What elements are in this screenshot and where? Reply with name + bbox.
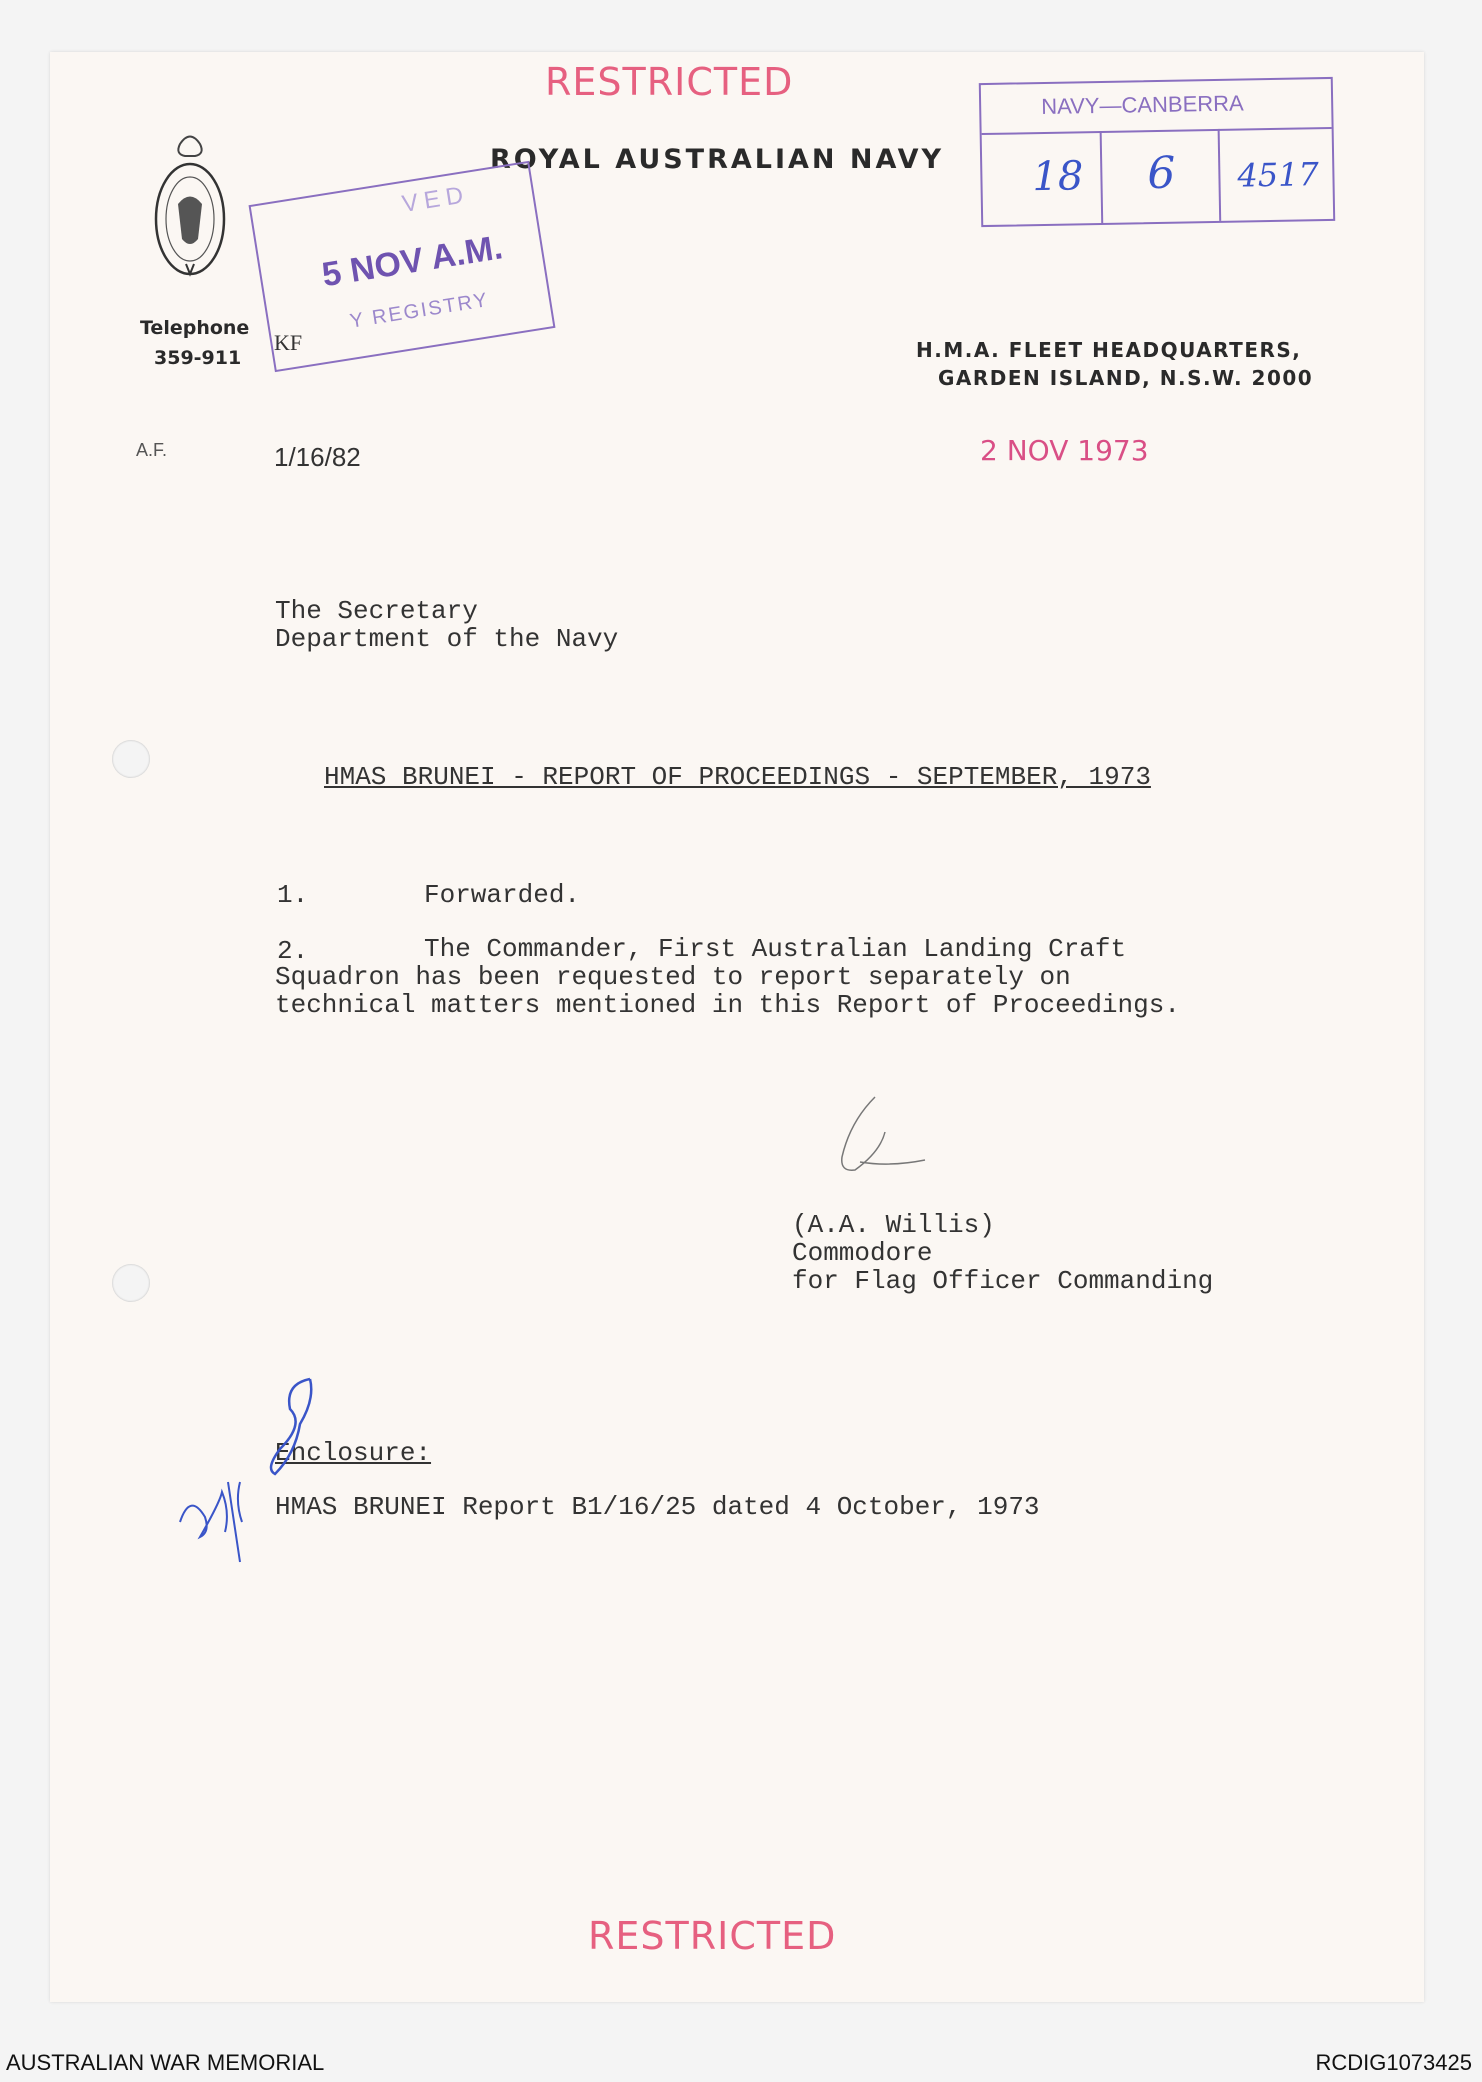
punch-hole bbox=[112, 1264, 150, 1302]
typist-initials: KF bbox=[274, 330, 303, 355]
address-line-1: H.M.A. FLEET HEADQUARTERS, bbox=[916, 338, 1302, 362]
navy-crest-icon bbox=[150, 124, 230, 294]
footer-source: AUSTRALIAN WAR MEMORIAL bbox=[6, 2050, 325, 2075]
enclosure-item: HMAS BRUNEI Report B1/16/25 dated 4 October, 1973 bbox=[275, 1492, 1040, 1522]
address-line-2: GARDEN ISLAND, N.S.W. 2000 bbox=[938, 366, 1314, 390]
ink-annotation bbox=[250, 1374, 340, 1484]
file-prefix: A.F. bbox=[136, 440, 168, 460]
signatory-rank: Commodore bbox=[792, 1238, 933, 1268]
registry-stamp bbox=[979, 77, 1335, 227]
para-2-line-3: technical matters mentioned in this Report of Proceedings. bbox=[275, 990, 1180, 1020]
organisation-name: ROYAL AUSTRALIAN NAVY bbox=[490, 144, 945, 175]
file-reference: 1/16/82 bbox=[274, 442, 361, 472]
received-stamp-top: VED bbox=[400, 180, 471, 219]
cell-divider bbox=[1100, 131, 1104, 223]
telephone-number: 359-911 bbox=[154, 347, 242, 369]
classification-top: RESTRICTED bbox=[545, 60, 794, 104]
date-stamp: 2 NOV 1973 bbox=[980, 434, 1149, 467]
enclosure-label: Enclosure: bbox=[275, 1438, 432, 1468]
classification-bottom: RESTRICTED bbox=[588, 1914, 837, 1958]
signatory-name: (A.A. Willis) bbox=[792, 1210, 995, 1240]
footer-id: RCDIG1073425 bbox=[1315, 2050, 1472, 2075]
telephone-label: Telephone bbox=[140, 317, 250, 339]
para-2-line-1: The Commander, First Australian Landing Craft bbox=[424, 934, 1127, 964]
punch-hole bbox=[112, 740, 150, 778]
received-stamp-date: 5 NOV A.M. bbox=[319, 228, 506, 295]
subject-heading: HMAS BRUNEI - REPORT OF PROCEEDINGS - SEPTEMBER, 1973 bbox=[324, 762, 1151, 792]
registry-stamp-title: NAVY—CANBERRA bbox=[1040, 90, 1244, 120]
para-2-number: 2. bbox=[277, 936, 309, 966]
para-1-text: Forwarded. bbox=[424, 880, 581, 910]
registry-cell-2: 6 bbox=[1146, 147, 1176, 200]
addressee-line-1: The Secretary bbox=[275, 596, 478, 626]
registry-divider bbox=[982, 127, 1332, 135]
registry-cell-3: 4517 bbox=[1237, 155, 1320, 195]
para-1-number: 1. bbox=[277, 880, 309, 910]
registry-cell-1: 18 bbox=[1032, 153, 1084, 201]
cell-divider bbox=[1218, 129, 1222, 221]
initials-scribble bbox=[170, 1462, 250, 1572]
document-page bbox=[50, 52, 1424, 2002]
para-2-line-2: Squadron has been requested to report separately on bbox=[275, 962, 1071, 992]
addressee-line-2: Department of the Navy bbox=[275, 624, 619, 654]
handwritten-signature bbox=[830, 1092, 940, 1182]
received-stamp-bottom: Y REGISTRY bbox=[348, 288, 491, 333]
signatory-role: for Flag Officer Commanding bbox=[792, 1266, 1214, 1296]
